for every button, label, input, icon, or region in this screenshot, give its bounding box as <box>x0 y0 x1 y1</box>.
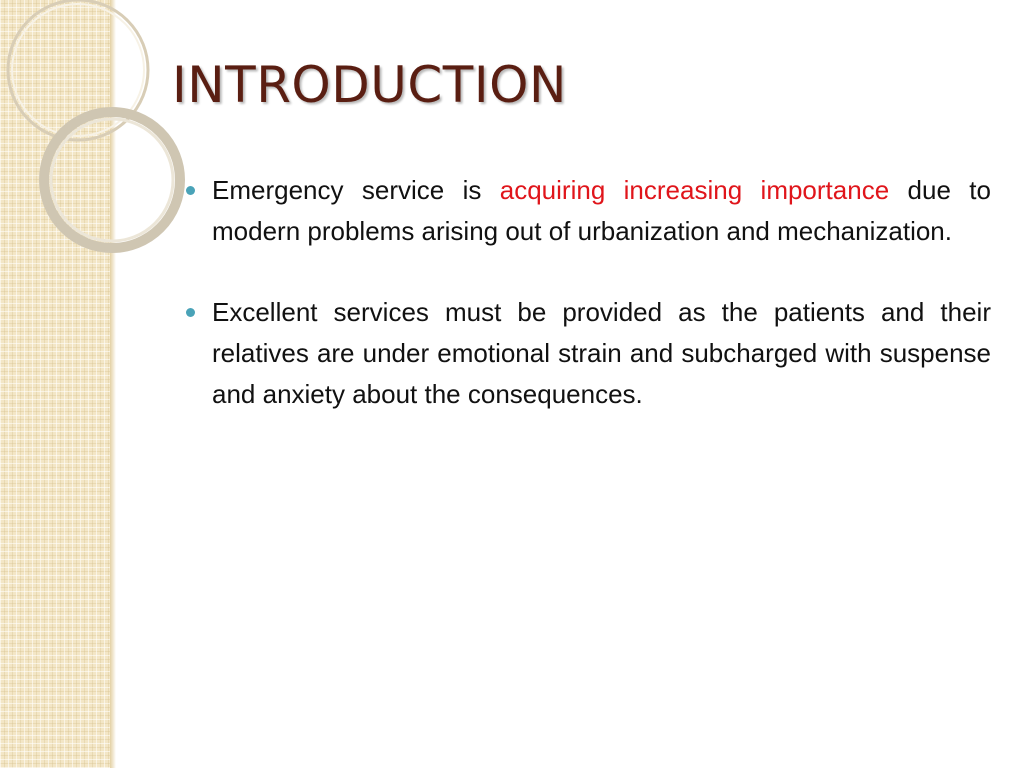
bullet-text-highlight: acquiring increasing importance <box>499 175 890 205</box>
bullet-item-emergency-service <box>186 170 991 252</box>
bullet-item-excellent-services <box>186 292 991 415</box>
bullet-list <box>186 170 991 415</box>
bullet-text-start: Emergency service is <box>212 175 500 205</box>
bullet-text: Excellent services must be provided as the patients and their relatives are under emotional strain and subcharged with suspense and anxiety about the consequences. <box>212 297 991 409</box>
slide-title: INTRODUCTION <box>172 56 567 114</box>
bullet-text-end: due to modern problems arising out of urbanization and mechanization. <box>212 175 991 246</box>
ring-decoration <box>0 0 140 260</box>
round-bullet-icon <box>186 308 195 317</box>
round-bullet-icon <box>186 186 195 195</box>
